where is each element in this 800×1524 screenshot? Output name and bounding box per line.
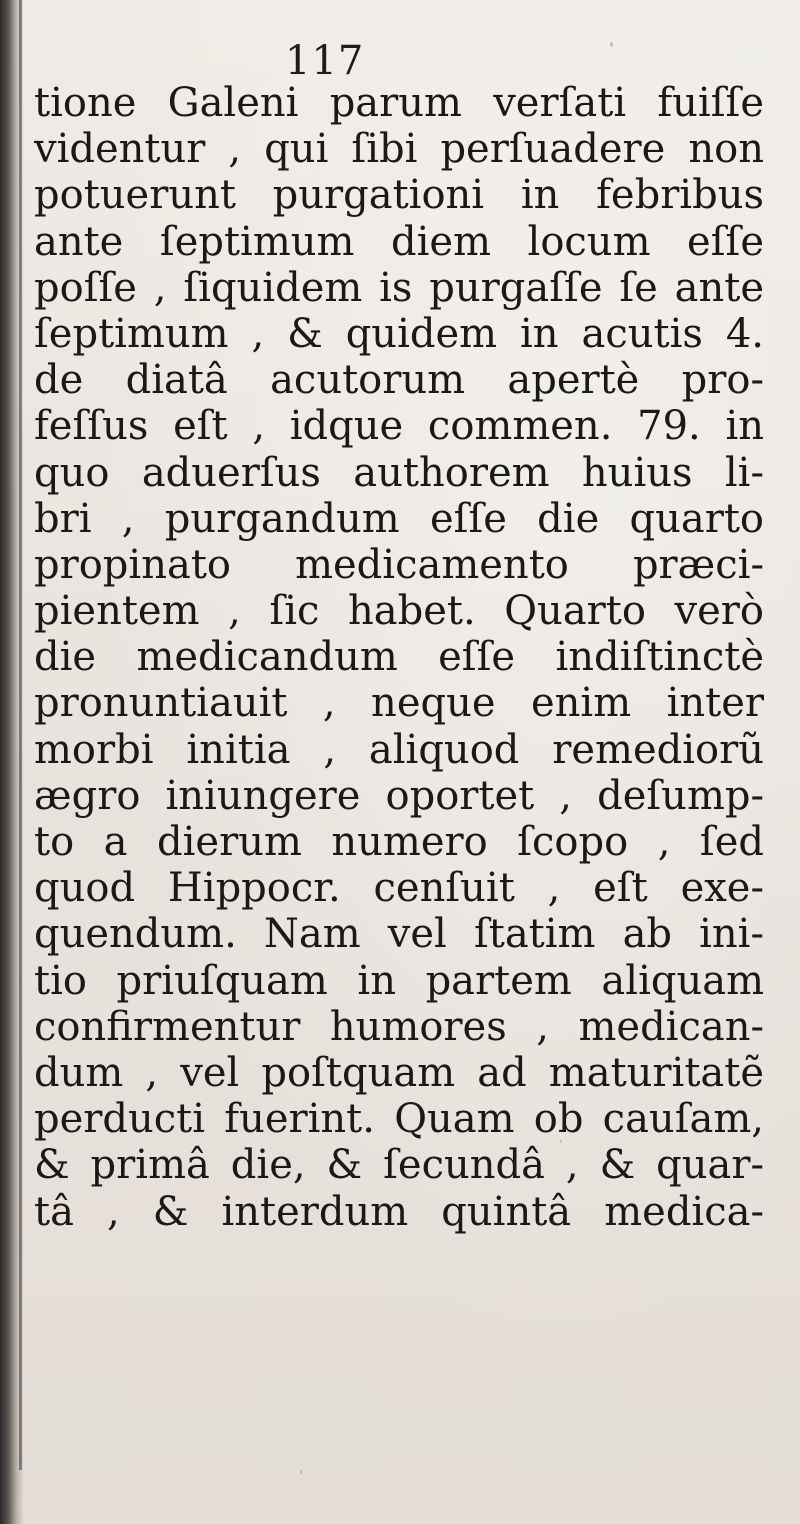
text-line: tio priuſquam in partem aliquam xyxy=(34,957,764,1004)
text-line: ſeptimum , & quidem in acutis 4. xyxy=(34,310,764,357)
text-line: confirmentur humores , medican- xyxy=(34,1003,764,1050)
paper-speck xyxy=(610,42,613,47)
body-text xyxy=(34,80,764,1235)
text-line: & primâ die, & ſecundâ , & quar- xyxy=(34,1142,764,1189)
text-line: videntur , qui ſibi perſuadere non xyxy=(34,126,764,173)
page-edge-line xyxy=(19,0,22,1470)
text-line: tâ , & interdum quintâ medica- xyxy=(34,1188,764,1235)
text-line: quod Hippocr. cenſuit , eſt exe- xyxy=(34,865,764,912)
text-line: to a dierum numero ſcopo , ſed xyxy=(34,819,764,865)
text-line: tione Galeni parum verſati fuiſſe xyxy=(34,80,764,126)
text-line: pientem , ſic habet. Quarto verò xyxy=(34,588,764,635)
page-number: 117 xyxy=(285,38,365,84)
text-line: ægro iniungere oportet , deſump- xyxy=(34,772,764,819)
text-line: feſſus eſt , idque commen. 79. in xyxy=(34,403,764,450)
text-line: poſſe , ſiquidem is purgaſſe ſe ante xyxy=(34,264,764,311)
text-line: de diatâ acutorum apertè pro- xyxy=(34,357,764,404)
text-line: bri , purgandum eſſe die quarto xyxy=(34,495,764,542)
text-line: die medicandum eſſe indiſtinctè xyxy=(34,634,764,681)
text-line: propinato medicamento præci- xyxy=(34,541,764,588)
text-line: pronuntiauit , neque enim inter xyxy=(34,680,764,727)
text-line: quendum. Nam vel ſtatim ab ini- xyxy=(34,911,764,958)
text-line: potuerunt purgationi in febribus xyxy=(34,172,764,219)
text-line: quo aduerſus authorem huius li- xyxy=(34,449,764,496)
text-line: ante ſeptimum diem locum eſſe xyxy=(34,218,764,265)
text-line: dum , vel poſtquam ad maturitatẽ xyxy=(34,1049,764,1096)
text-line: morbi initia , aliquod remediorũ xyxy=(34,726,764,773)
text-line: perducti fuerint. Quam ob cauſam, xyxy=(34,1096,764,1143)
paper-speck xyxy=(300,1470,302,1474)
